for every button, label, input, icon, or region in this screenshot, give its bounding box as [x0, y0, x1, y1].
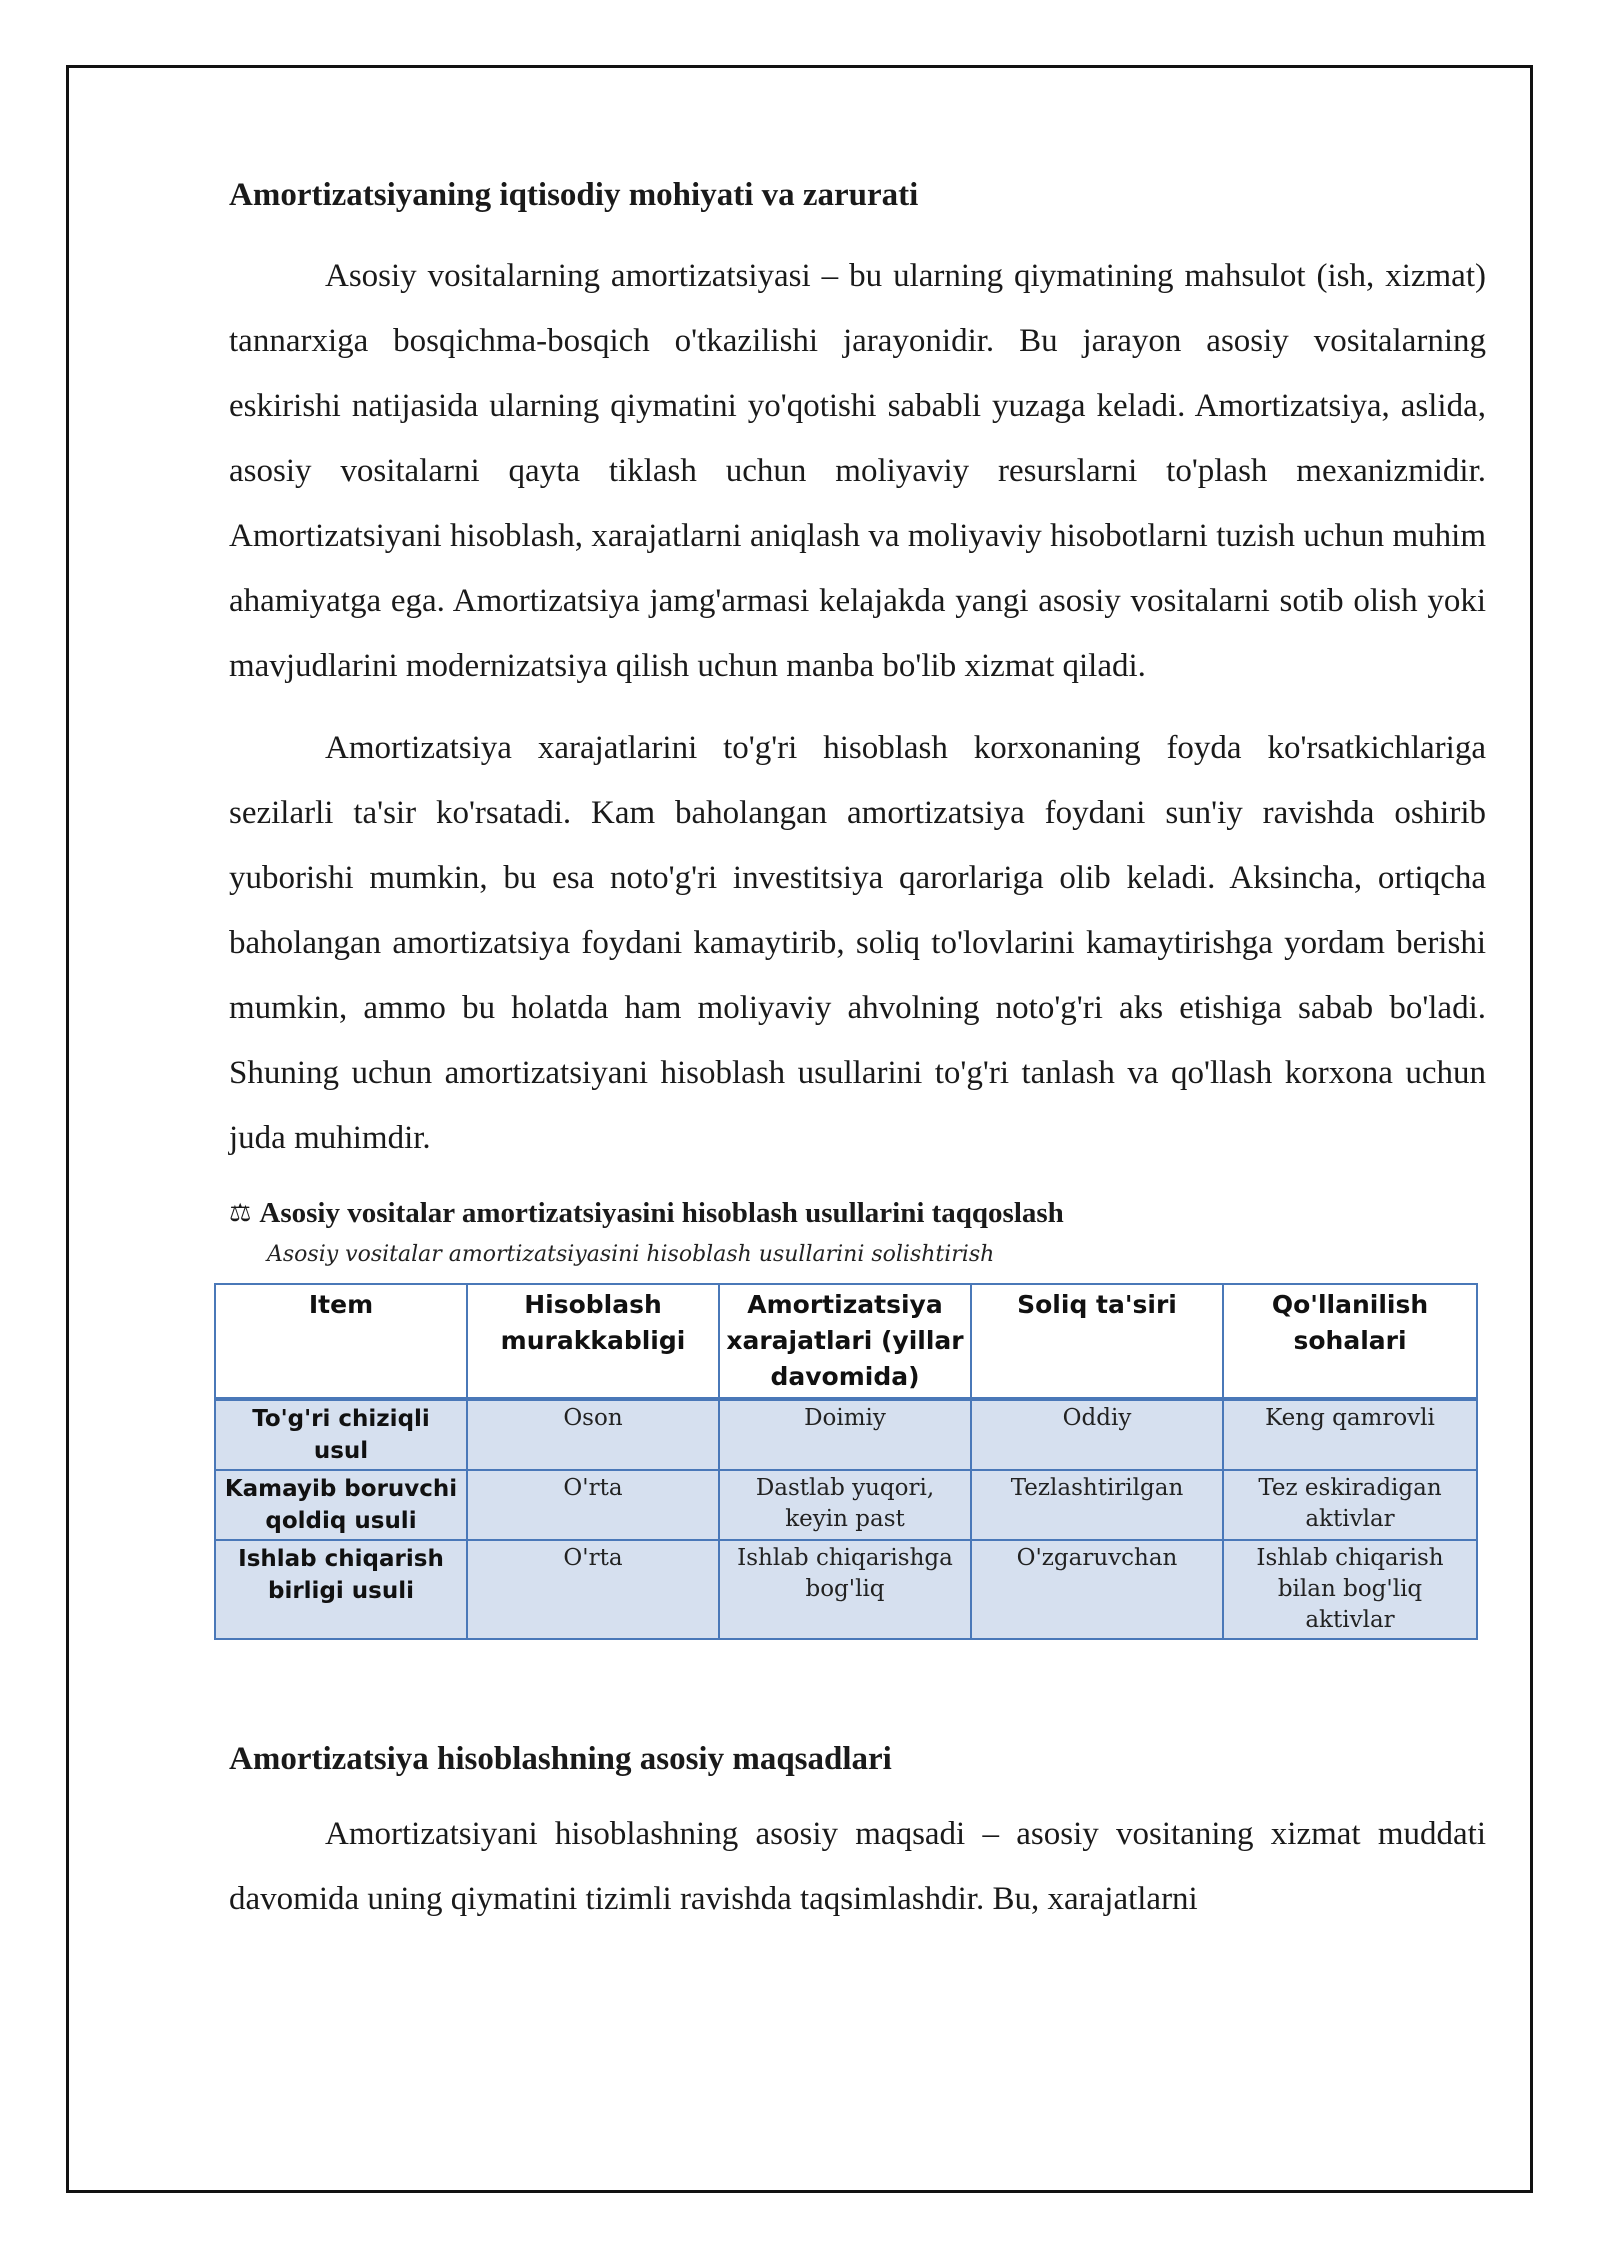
table-header-row — [215, 1284, 1477, 1399]
table-cell: Tez eskiradigan aktivlar — [1223, 1470, 1477, 1540]
balance-scale-icon: ⚖ — [229, 1198, 252, 1227]
row-label: Kamayib boruvchi qoldiq usuli — [215, 1470, 467, 1540]
table-cell: Doimiy — [719, 1399, 971, 1470]
table-cell: Tezlashtirilgan — [971, 1470, 1223, 1540]
table-cell: O'zgaruvchan — [971, 1540, 1223, 1639]
table-title — [229, 1193, 1486, 1233]
table-cell: Oson — [467, 1399, 719, 1470]
table-title-text: Asosiy vositalar amortizatsiyasini hisoblash usullarini taqqoslash — [259, 1197, 1064, 1229]
table-row — [215, 1470, 1477, 1540]
table-row — [215, 1540, 1477, 1639]
table-cell: Keng qamrovli — [1223, 1399, 1477, 1470]
table-cell: Ishlab chiqarishga bog'liq — [719, 1540, 971, 1639]
column-header: Soliq ta'siri — [971, 1284, 1223, 1399]
table-subtitle: Asosiy vositalar amortizatsiyasini hisoblash usullarini solishtirish — [267, 1242, 995, 1267]
column-header: Qo'llanilish sohalari — [1223, 1284, 1477, 1399]
page-content — [224, 172, 1486, 1932]
row-label: To'g'ri chiziqli usul — [215, 1399, 467, 1470]
table-cell: Oddiy — [971, 1399, 1223, 1470]
paragraph: Amortizatsiyani hisoblashning asosiy maqsadi – asosiy vositaning xizmat muddati davomida uning qiymatini tizimli ravishda taqsimlashdir. Bu, xarajatlarni — [229, 1816, 1486, 1917]
section-heading: Amortizatsiya hisoblashning asosiy maqsadlari — [229, 1741, 892, 1777]
table-cell: Ishlab chiqarish bilan bog'liq aktivlar — [1223, 1540, 1477, 1639]
table-cell: Dastlab yuqori, keyin past — [719, 1470, 971, 1540]
column-header: Item — [215, 1284, 467, 1399]
comparison-table — [214, 1283, 1478, 1640]
paragraph: Asosiy vositalarning amortizatsiyasi – bu ularning qiymatining mahsulot (ish, xizmat) tannarxiga bosqichma-bosqich o'tkazilishi jarayonidir. Bu jarayon asosiy vositalarning eskirishi natijasida ularning qiymatini yo'qotishi sababli yuzaga keladi. Amortizatsiya, aslida, asosiy vositalarni qayta tiklash uchun moliyaviy resurslarni to'plash mexanizmidir. Amortizatsiyani hisoblash, xarajatlarni aniqlash va moliyaviy hisobotlarni tuzish uchun muhim ahamiyatga ega. Amortizatsiya jamg'armasi kelajakda yangi asosiy vositalarni sotib olish yoki mavjudlarini modernizatsiya qilish uchun manba bo'lib xizmat qiladi. — [229, 258, 1486, 684]
column-header: Hisoblash murakkabligi — [467, 1284, 719, 1399]
paragraph: Amortizatsiya xarajatlarini to'g'ri hisoblash korxonaning foyda ko'rsatkichlariga sezilarli ta'sir ko'rsatadi. Kam baholangan amortizatsiya foydani sun'iy ravishda oshirib yuborishi mumkin, bu esa noto'g'ri investitsiya qarorlariga olib keladi. Aksincha, ortiqcha baholangan amortizatsiya foydani kamaytirib, soliq to'lovlarini kamaytirishga yordam berishi mumkin, ammo bu holatda ham moliyaviy ahvolning noto'g'ri aks etishiga sabab bo'ladi. Shuning uchun amortizatsiyani hisoblash usullarini to'g'ri tanlash va qo'llash korxona uchun juda muhimdir. — [229, 730, 1486, 1156]
table-caption — [229, 1193, 1486, 1271]
column-header: Amortizatsiya xarajatlari (yillar davomida) — [719, 1284, 971, 1399]
table-cell: O'rta — [467, 1470, 719, 1540]
section-heading: Amortizatsiyaning iqtisodiy mohiyati va zarurati — [229, 177, 919, 213]
table-row — [215, 1399, 1477, 1470]
table-cell: O'rta — [467, 1540, 719, 1639]
row-label: Ishlab chiqarish birligi usuli — [215, 1540, 467, 1639]
